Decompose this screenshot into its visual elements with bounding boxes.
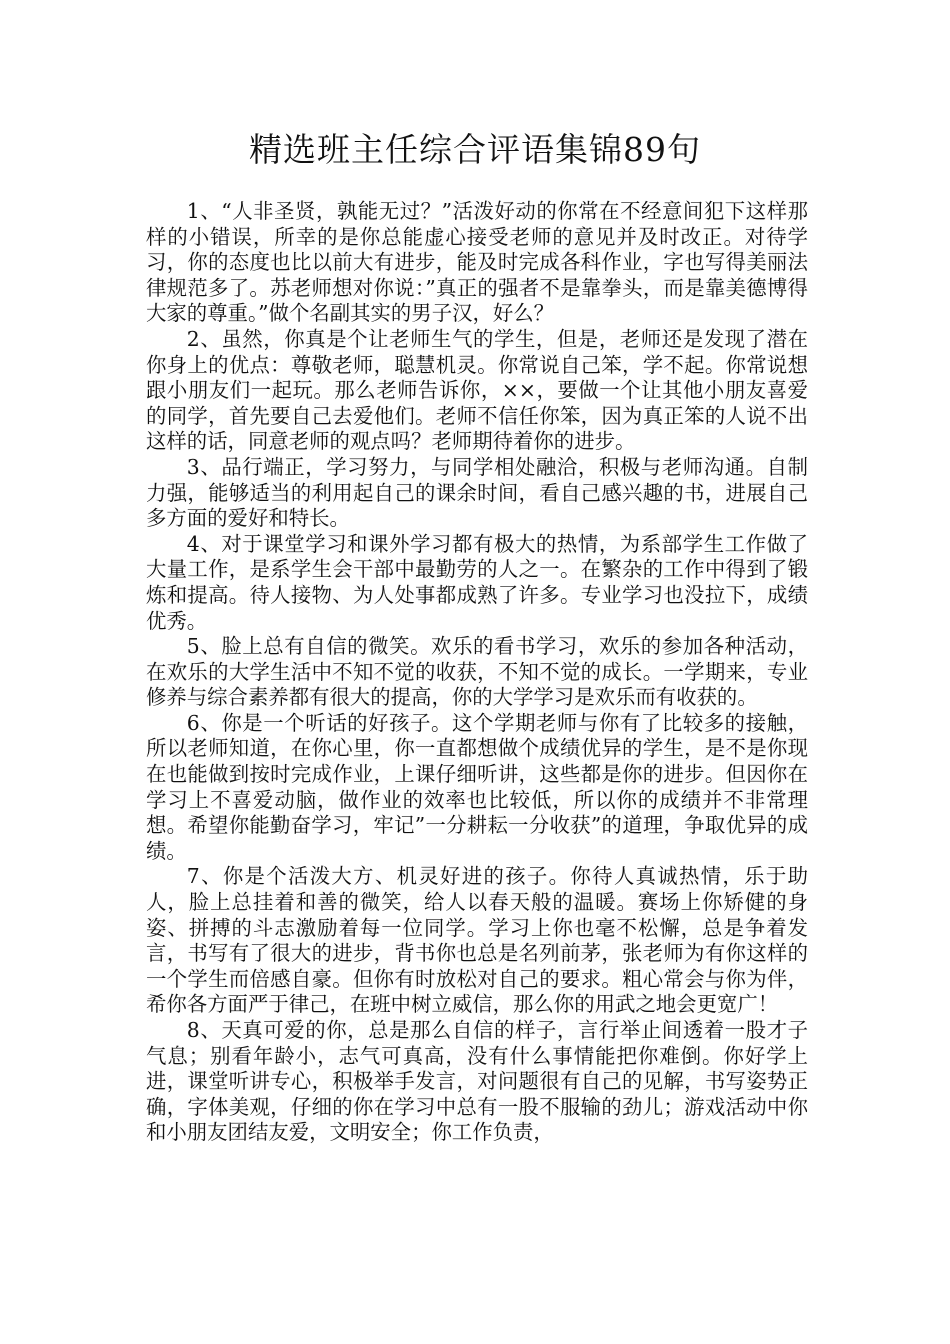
paragraph-4: 4、对于课堂学习和课外学习都有极大的热情，为系部学生工作做了大量工作，是系学生会干部中最勤劳的人之一。在繁杂的工作中得到了锻炼和提高。待人接物、为人处事都成熟了许多。专业学习也没拉下，成绩优秀。 [146,531,808,633]
document-title: 精选班主任综合评语集锦89句 [249,130,701,169]
paragraph-1: 1、“人非圣贤，孰能无过？”活泼好动的你常在不经意间犯下这样那样的小错误，所幸的是你总能虚心接受老师的意见并及时改正。对待学习，你的态度也比以前大有进步，能及时完成各科作业，字也写得美丽法律规范多了。苏老师想对你说：”真正的强者不是靠拳头，而是靠美德博得大家的尊重。”做个名副其实的男子汉，好么？ [146,199,808,326]
paragraph-7: 7、你是个活泼大方、机灵好进的孩子。你待人真诚热情，乐于助人，脸上总挂着和善的微笑，给人以春天般的温暖。赛场上你矫健的身姿、拼搏的斗志激励着每一位同学。学习上你也毫不松懈，总是争着发言，书写有了很大的进步，背书你也总是名列前茅，张老师为有你这样的一个学生而倍感自豪。但你有时放松对自己的要求。粗心常会与你为伴，希你各方面严于律己，在班中树立威信，那么你的用武之地会更宽广！ [146,864,808,1017]
paragraph-5: 5、脸上总有自信的微笑。欢乐的看书学习，欢乐的参加各种活动，在欢乐的大学生活中不知不觉的收获，不知不觉的成长。一学期来，专业修养与综合素养都有很大的提高，你的大学学习是欢乐而有收获的。 [146,634,808,710]
paragraph-2: 2、虽然，你真是个让老师生气的学生，但是，老师还是发现了潜在你身上的优点：尊敬老师，聪慧机灵。你常说自己笨，学不起。你常说想跟小朋友们一起玩。那么老师告诉你，××，要做一个让其他小朋友喜爱的同学，首先要自己去爱他们。老师不信任你笨，因为真正笨的人说不出这样的话，同意老师的观点吗？老师期待着你的进步。 [146,326,808,454]
paragraph-3: 3、品行端正，学习努力，与同学相处融洽，积极与老师沟通。自制力强，能够适当的利用起自己的课余时间，看自己感兴趣的书，进展自己多方面的爱好和特长。 [146,454,808,531]
paragraph-8: 8、天真可爱的你，总是那么自信的样子，言行举止间透着一股才子气息；别看年龄小，志气可真高，没有什么事情能把你难倒。你好学上进，课堂听讲专心，积极举手发言，对问题很有自己的见解，书写姿势正确，字体美观，仔细的你在学习中总有一股不服输的劲儿；游戏活动中你和小朋友团结友爱，文明安全；你工作负责， [146,1018,808,1145]
document-body [146,199,808,1146]
paragraph-6: 6、你是一个听话的好孩子。这个学期老师与你有了比较多的接触，所以老师知道，在你心里，你一直都想做个成绩优异的学生，是不是你现在也能做到按时完成作业，上课仔细听讲，这些都是你的进步。但因你在学习上不喜爱动脑，做作业的效率也比较低，所以你的成绩并不非常理想。希望你能勤奋学习，牢记”一分耕耘一分收获”的道理，争取优异的成绩。 [146,710,808,863]
